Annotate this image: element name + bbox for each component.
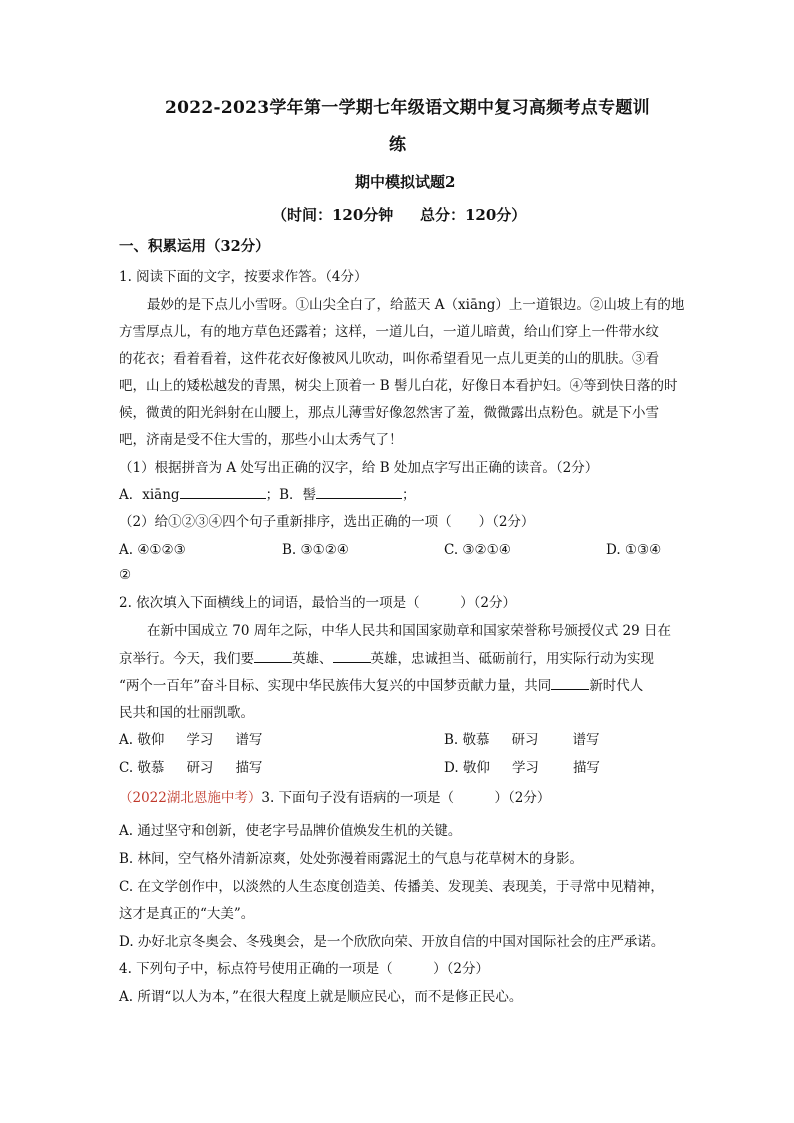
option-word: D. 敬仰 <box>444 760 490 776</box>
option-word: 学习 <box>186 732 214 748</box>
option-d[interactable] <box>444 759 600 777</box>
answer-end: ； <box>402 487 416 503</box>
question-4-stem: 4. 下列句子中，标点符号使用正确的一项是（ ）（2分） <box>119 961 490 977</box>
option-c[interactable]: C. ③②①④ <box>444 542 511 558</box>
option-word: 谱写 <box>572 732 600 748</box>
answer-a-blank[interactable] <box>180 486 266 499</box>
passage-line: 候，微黄的阳光斜射在山腰上，那点儿薄雪好像忽然害了羞，微微露出点粉色。就是下小雪 <box>119 405 659 421</box>
passage-line: 的花衣；看着看着，这件花衣好像被风儿吹动，叫你希望看见一点儿更美的山的肌肤。③看 <box>119 351 659 367</box>
question-source: （2022湖北恩施中考） <box>119 790 262 806</box>
q2-text: 新时代人 <box>589 678 644 694</box>
exam-score: 总分：120分） <box>420 206 527 224</box>
q2-passage-line <box>119 650 654 668</box>
passage-line: 吧，济南是受不住大雪的，那些小山太秀气了！ <box>119 432 403 448</box>
option-b[interactable] <box>444 731 600 749</box>
section-heading: 一、积累运用（32分） <box>119 238 270 255</box>
page-title-line1: 2022-2023学年第一学期七年级语文期中复习高频考点专题训 <box>165 98 650 118</box>
option-word: 描写 <box>235 760 263 776</box>
option-word: 描写 <box>572 760 600 776</box>
question-1-sub1-answers <box>119 486 416 504</box>
option-word: 谱写 <box>235 732 263 748</box>
q2-passage-line: 在新中国成立 70 周年之际，中华人民共和国国家勋章和国家荣誉称号颁授仪式 29 日在 <box>147 623 672 639</box>
exam-time: （时间：120分钟 <box>272 206 394 224</box>
passage-line: 最妙的是下点儿小雪呀。①山尖全白了，给蓝天 A（xiāng）上一道银边。②山坡上有的地 <box>147 297 685 313</box>
page-subtitle: 期中模拟试题2 <box>355 173 456 191</box>
q2-text: 京举行。今天，我们要 <box>119 651 254 667</box>
fill-blank[interactable] <box>551 677 589 690</box>
q2-text: 英雄，忠诚担当、砥砺前行，用实际行动为实现 <box>370 651 654 667</box>
option-word: 研习 <box>511 732 539 748</box>
question-1-stem: 1. 阅读下面的文字，按要求作答。（4分） <box>119 269 368 285</box>
option-word: 学习 <box>511 760 539 776</box>
option-b[interactable]: B. 林间，空气格外清新凉爽，处处弥漫着雨露泥土的气息与花草树木的身影。 <box>119 851 584 867</box>
question-3-text: 3. 下面句子没有语病的一项是（ ）（2分） <box>261 790 551 806</box>
option-a[interactable]: A. ④①②③ <box>119 542 186 558</box>
page-title-line2: 练 <box>389 135 407 155</box>
answer-a-label: A．xiāng <box>119 487 180 503</box>
option-c-wrap: 这才是真正的“大美”。 <box>119 906 255 922</box>
option-a[interactable]: A. 通过坚守和创新，使老字号品牌价值焕发生机的关键。 <box>119 823 462 839</box>
option-d[interactable]: D. ①③④ <box>606 542 662 558</box>
question-1-sub1: （1）根据拼音为 A 处写出正确的汉字，给 B 处加点字写出正确的读音。（2分） <box>119 460 599 476</box>
passage-line: 方雪厚点儿，有的地方草色还露着；这样，一道儿白，一道儿暗黄，给山们穿上一件带水纹 <box>119 324 659 340</box>
option-word: A. 敬仰 <box>119 732 165 748</box>
option-word: C. 敬慕 <box>119 760 165 776</box>
fill-blank[interactable] <box>254 650 292 663</box>
option-d-wrap: ② <box>119 567 132 583</box>
option-d[interactable]: D. 办好北京冬奥会、冬残奥会，是一个欣欣向荣、开放自信的中国对国际社会的庄严承诺。 <box>119 934 665 950</box>
question-1-sub2: （2）给①②③④四个句子重新排序，选出正确的一项（ ）（2分） <box>119 514 535 530</box>
answer-b-label: ；B．髻 <box>265 487 316 503</box>
option-a[interactable] <box>119 731 262 749</box>
q2-passage-line: 民共和国的壮丽凯歌。 <box>119 705 254 721</box>
option-b[interactable]: B. ③①②④ <box>282 542 349 558</box>
fill-blank[interactable] <box>333 650 371 663</box>
answer-b-blank[interactable] <box>316 486 402 499</box>
option-word: B. 敬慕 <box>444 732 490 748</box>
option-c[interactable] <box>119 759 262 777</box>
q2-text: “两个一百年”奋斗目标、实现中华民族伟大复兴的中国梦贡献力量，共同 <box>119 678 552 694</box>
question-3-stem <box>119 789 550 807</box>
passage-line: 吧，山上的矮松越发的青黑，树尖上顶着一 B 髻儿白花，好像日本看护妇。④等到快日落的时 <box>119 378 678 394</box>
option-c[interactable]: C. 在文学创作中，以淡然的人生态度创造美、传播美、发现美、表现美，于寻常中见精神， <box>119 879 664 895</box>
q2-passage-line <box>119 677 643 695</box>
question-2-stem: 2. 依次填入下面横线上的词语，最恰当的一项是（ ）（2分） <box>119 595 517 611</box>
option-word: 研习 <box>186 760 214 776</box>
option-a[interactable]: A. 所谓“以人为本，”在很大程度上就是顺应民心，而不是修正民心。 <box>119 989 523 1005</box>
q2-text: 英雄、 <box>292 651 333 667</box>
